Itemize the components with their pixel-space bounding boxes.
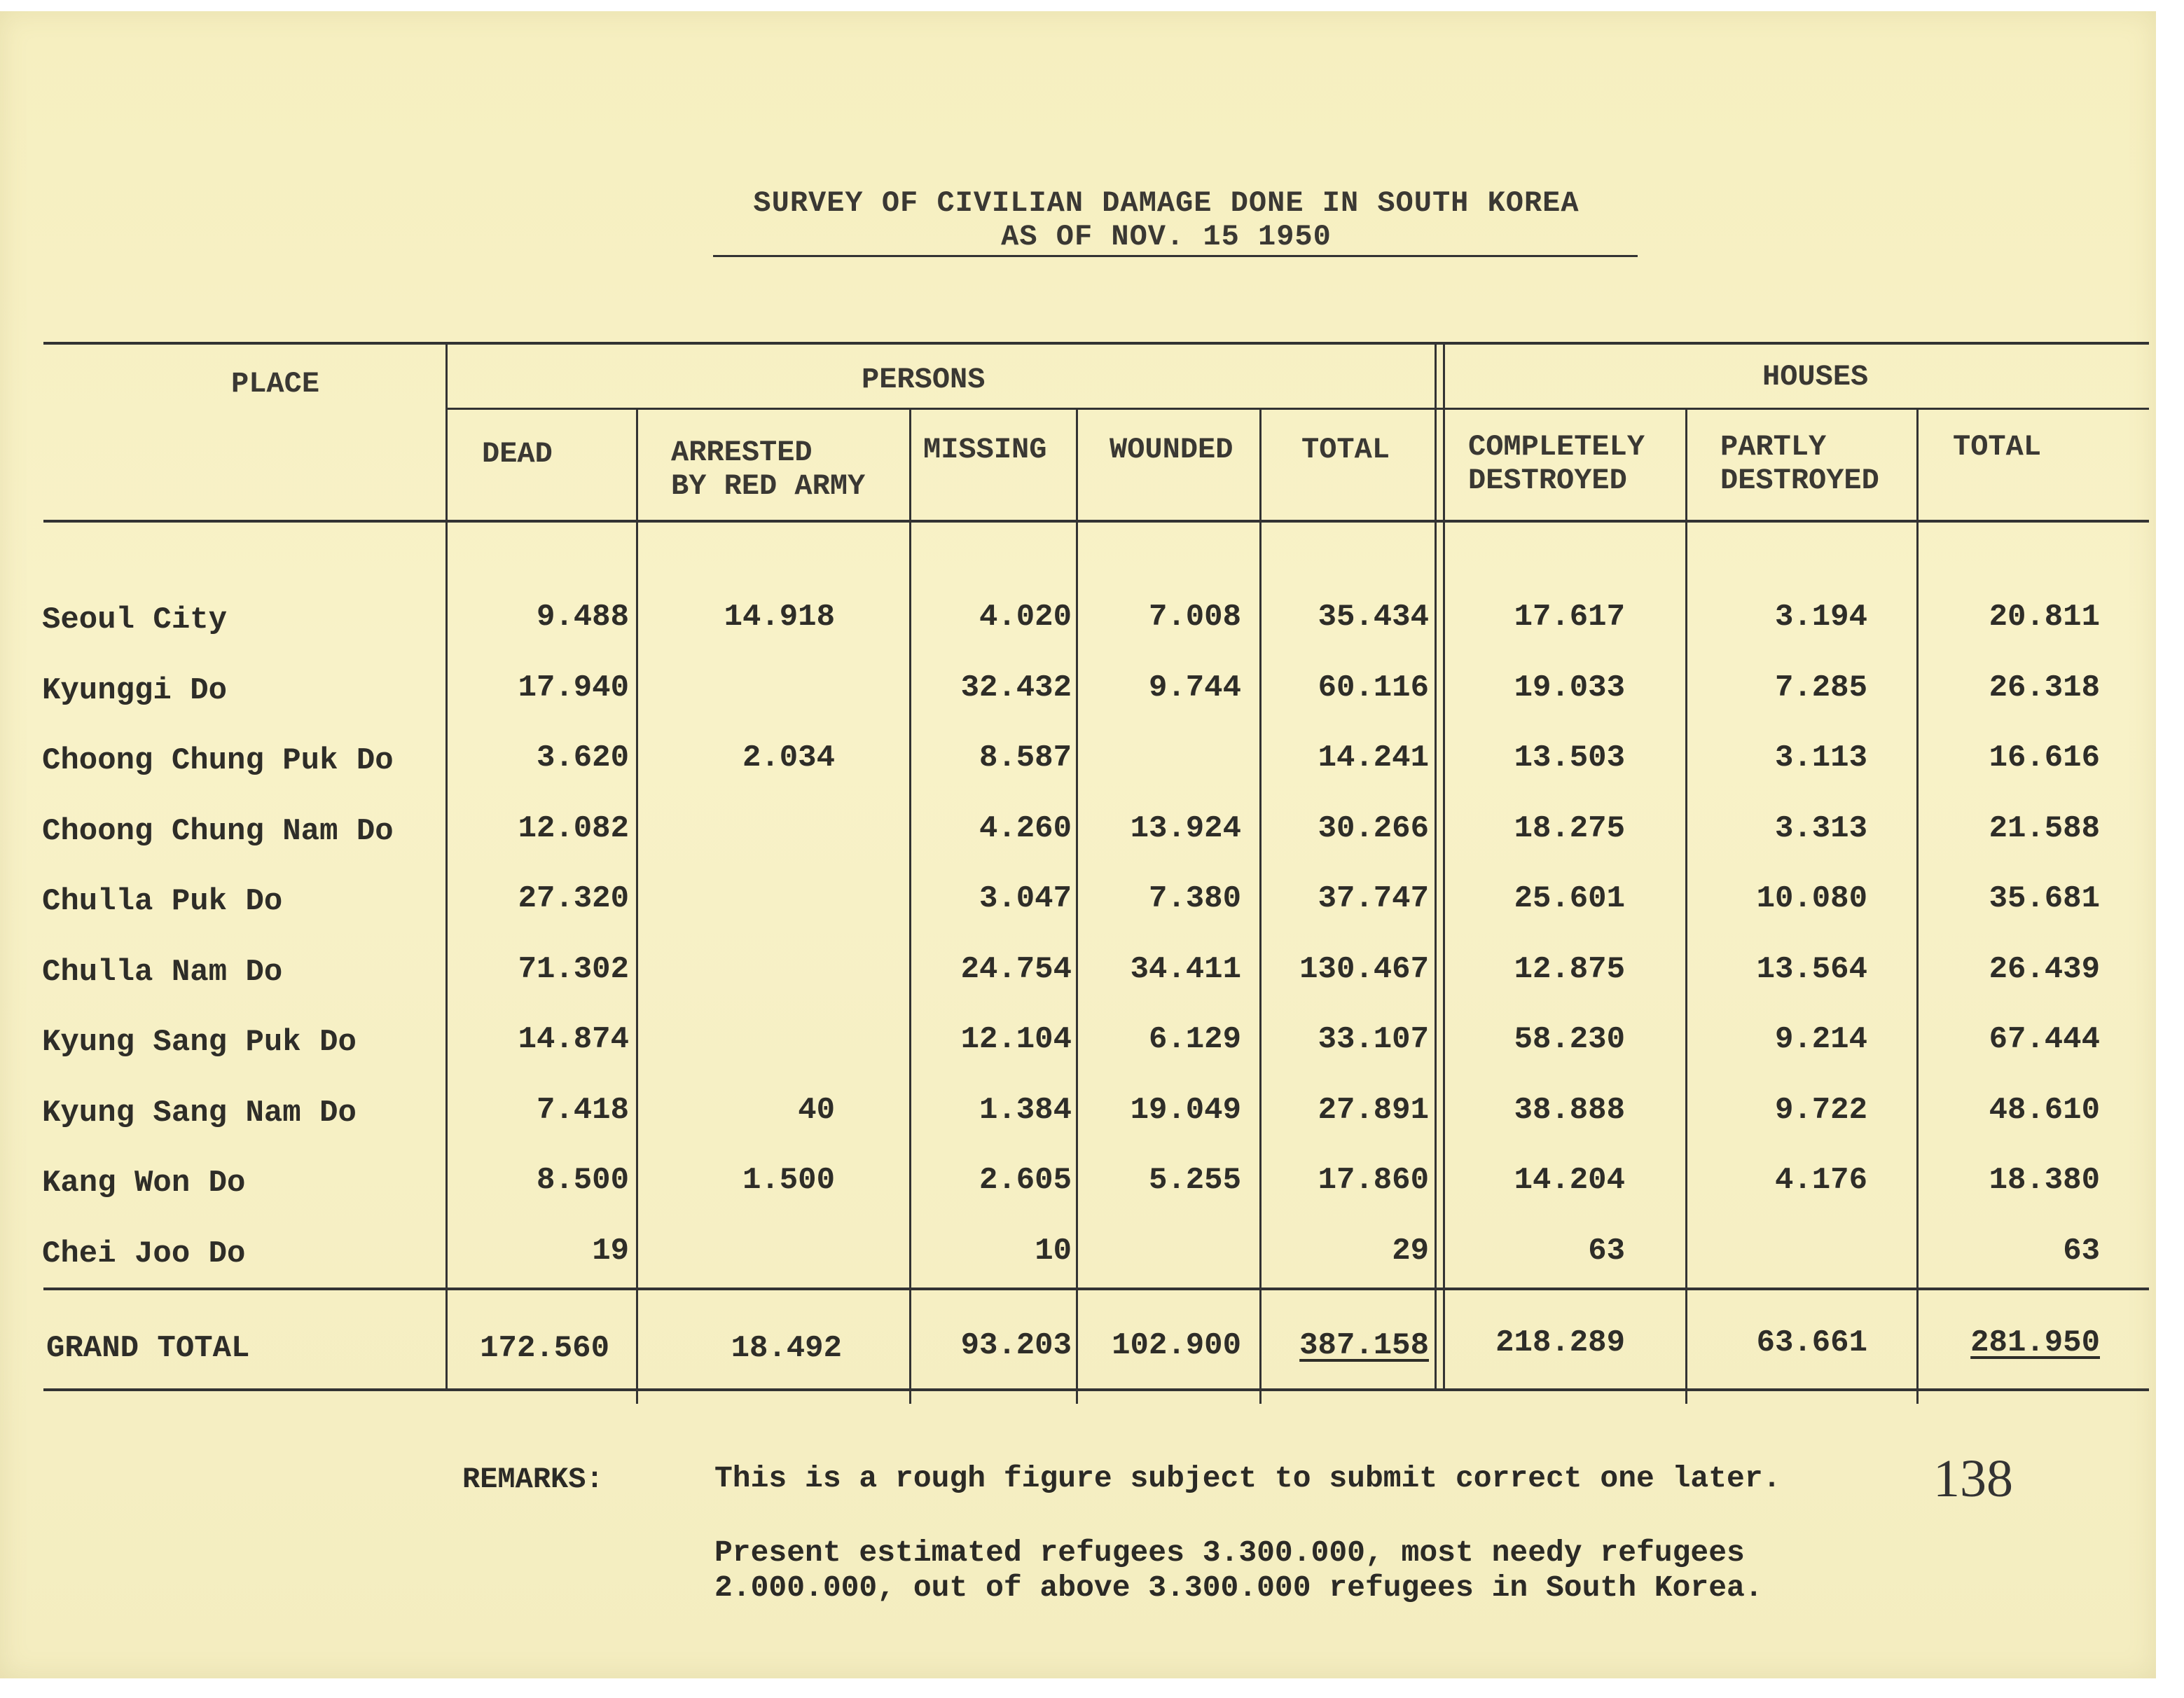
- row-cell-houses-total: 26.318: [1989, 670, 2100, 705]
- row-cell-total: 33.107: [1318, 1022, 1429, 1057]
- row-cell-dead: 27.320: [518, 881, 629, 916]
- row-cell-arrested: 2.034: [742, 740, 835, 775]
- grand-total-dead: 172.560: [480, 1331, 609, 1366]
- row-cell-completely: 14.204: [1514, 1163, 1625, 1198]
- row-cell-completely: 38.888: [1514, 1093, 1625, 1128]
- row-cell-arrested: 14.918: [724, 600, 835, 635]
- row-cell-dead: 19: [592, 1234, 629, 1269]
- remarks-line-1: This is a rough figure subject to submit correct one later.: [714, 1461, 1781, 1496]
- column-rule-place: [445, 343, 448, 1390]
- row-place: Kang Won Do: [42, 1166, 246, 1201]
- row-cell-wounded: 34.411: [1130, 952, 1241, 987]
- row-cell-houses-total: 63: [2063, 1234, 2100, 1269]
- row-cell-completely: 63: [1588, 1234, 1625, 1269]
- row-cell-partly: 3.113: [1774, 740, 1867, 775]
- table-bottom-rule: [43, 1388, 2149, 1391]
- row-cell-completely: 18.275: [1514, 811, 1625, 846]
- row-cell-houses-total: 35.681: [1989, 881, 2100, 916]
- row-cell-partly: 3.313: [1774, 811, 1867, 846]
- row-cell-arrested: 40: [798, 1093, 835, 1128]
- row-cell-houses-total: 21.588: [1989, 811, 2100, 846]
- grand-total-arrested: 18.492: [731, 1331, 842, 1366]
- row-cell-partly: 10.080: [1756, 881, 1867, 916]
- row-cell-missing: 4.260: [979, 811, 1072, 846]
- header-bottom-rule: [43, 520, 2149, 523]
- row-cell-total: 60.116: [1318, 670, 1429, 705]
- remarks-line-3: 2.000.000, out of above 3.300.000 refugees in South Korea.: [714, 1571, 1763, 1605]
- title-underline: [713, 255, 1638, 257]
- column-rule-completely: [1685, 409, 1687, 1404]
- column-rule-partly: [1916, 409, 1919, 1404]
- document-page: [0, 11, 2156, 1678]
- row-cell-missing: 12.104: [960, 1022, 1072, 1057]
- row-cell-missing: 32.432: [960, 670, 1072, 705]
- header-persons: PERSONS: [862, 363, 986, 396]
- row-place: Kyung Sang Puk Do: [42, 1025, 357, 1060]
- row-cell-partly: 9.214: [1774, 1022, 1867, 1057]
- row-cell-houses-total: 18.380: [1989, 1163, 2100, 1198]
- document-subtitle-date: AS OF NOV. 15 1950: [1001, 220, 1332, 254]
- row-cell-total: 30.266: [1318, 811, 1429, 846]
- header-missing: MISSING: [923, 433, 1047, 467]
- row-cell-arrested: 1.500: [742, 1163, 835, 1198]
- row-cell-houses-total: 16.616: [1989, 740, 2100, 775]
- row-cell-wounded: 6.129: [1148, 1022, 1241, 1057]
- row-cell-dead: 3.620: [536, 740, 629, 775]
- grand-total-completely: 218.289: [1495, 1325, 1625, 1360]
- row-place: Chei Joo Do: [42, 1236, 246, 1271]
- header-houses: HOUSES: [1762, 360, 1869, 394]
- header-arrested: ARRESTED BY RED ARMY: [671, 436, 866, 503]
- row-place: Kyunggi Do: [42, 673, 228, 708]
- row-cell-dead: 8.500: [536, 1163, 629, 1198]
- row-cell-houses-total: 48.610: [1989, 1093, 2100, 1128]
- row-cell-total: 27.891: [1318, 1093, 1429, 1128]
- row-cell-missing: 3.047: [979, 881, 1072, 916]
- row-cell-wounded: 19.049: [1130, 1093, 1241, 1128]
- column-rule-dead: [636, 409, 638, 1404]
- remarks-label: REMARKS:: [462, 1463, 604, 1496]
- remarks-line-2: Present estimated refugees 3.300.000, most needy refugees: [714, 1535, 1745, 1570]
- row-cell-partly: 7.285: [1774, 670, 1867, 705]
- row-cell-missing: 4.020: [979, 600, 1072, 635]
- row-cell-wounded: 13.924: [1130, 811, 1241, 846]
- grand-total-missing: 93.203: [960, 1328, 1072, 1363]
- row-cell-completely: 13.503: [1514, 740, 1625, 775]
- grand-total-partly: 63.661: [1756, 1325, 1867, 1360]
- row-cell-completely: 19.033: [1514, 670, 1625, 705]
- row-cell-completely: 12.875: [1514, 952, 1625, 987]
- row-cell-total: 35.434: [1318, 600, 1429, 635]
- row-cell-partly: 4.176: [1774, 1163, 1867, 1198]
- page-number: 138: [1933, 1449, 2013, 1508]
- document-title: SURVEY OF CIVILIAN DAMAGE DONE IN SOUTH KOREA: [753, 186, 1580, 220]
- row-cell-wounded: 7.008: [1148, 600, 1241, 635]
- row-cell-partly: 9.722: [1774, 1093, 1867, 1128]
- row-cell-missing: 2.605: [979, 1163, 1072, 1198]
- row-cell-dead: 14.874: [518, 1022, 629, 1057]
- column-rule-arrested: [909, 409, 911, 1404]
- row-cell-total: 14.241: [1318, 740, 1429, 775]
- header-wounded: WOUNDED: [1110, 433, 1233, 467]
- row-place: Kyung Sang Nam Do: [42, 1096, 357, 1131]
- column-rule-missing: [1076, 409, 1078, 1404]
- row-cell-dead: 12.082: [518, 811, 629, 846]
- header-group-rule: [445, 408, 2149, 410]
- header-place: PLACE: [231, 367, 320, 401]
- table-top-rule: [43, 342, 2149, 345]
- row-cell-wounded: 7.380: [1148, 881, 1241, 916]
- header-persons-total: TOTAL: [1301, 433, 1390, 467]
- column-rule-persons-houses-a: [1435, 343, 1437, 1390]
- row-cell-dead: 71.302: [518, 952, 629, 987]
- grand-total-top-rule: [43, 1288, 2149, 1290]
- row-cell-total: 37.747: [1318, 881, 1429, 916]
- row-cell-wounded: 5.255: [1148, 1163, 1241, 1198]
- row-cell-houses-total: 20.811: [1989, 600, 2100, 635]
- row-place: Chulla Nam Do: [42, 955, 283, 990]
- row-cell-total: 17.860: [1318, 1163, 1429, 1198]
- header-houses-total: TOTAL: [1953, 430, 2042, 464]
- grand-total-wounded: 102.900: [1112, 1328, 1241, 1363]
- row-cell-completely: 25.601: [1514, 881, 1625, 916]
- row-cell-houses-total: 67.444: [1989, 1022, 2100, 1057]
- row-place: Choong Chung Nam Do: [42, 814, 394, 849]
- row-cell-missing: 24.754: [960, 952, 1072, 987]
- header-partly-destroyed: PARTLY DESTROYED: [1720, 430, 1879, 497]
- row-cell-total: 29: [1392, 1234, 1429, 1269]
- header-completely-destroyed: COMPLETELY DESTROYED: [1468, 430, 1645, 497]
- row-cell-dead: 9.488: [536, 600, 629, 635]
- row-cell-completely: 58.230: [1514, 1022, 1625, 1057]
- row-cell-partly: 3.194: [1774, 600, 1867, 635]
- row-cell-houses-total: 26.439: [1989, 952, 2100, 987]
- grand-total-label: GRAND TOTAL: [46, 1331, 250, 1366]
- row-cell-missing: 1.384: [979, 1093, 1072, 1128]
- row-cell-dead: 17.940: [518, 670, 629, 705]
- row-cell-wounded: 9.744: [1148, 670, 1241, 705]
- row-cell-dead: 7.418: [536, 1093, 629, 1128]
- row-place: Seoul City: [42, 602, 228, 637]
- header-dead: DEAD: [482, 437, 553, 471]
- row-cell-missing: 10: [1035, 1234, 1072, 1269]
- row-place: Choong Chung Puk Do: [42, 743, 394, 778]
- column-rule-wounded: [1259, 409, 1262, 1404]
- row-cell-total: 130.467: [1299, 952, 1429, 987]
- row-cell-completely: 17.617: [1514, 600, 1625, 635]
- row-cell-partly: 13.564: [1756, 952, 1867, 987]
- grand-total-persons-total: 387.158: [1299, 1328, 1429, 1363]
- column-rule-persons-houses-b: [1443, 343, 1445, 1390]
- row-place: Chulla Puk Do: [42, 884, 283, 919]
- grand-total-houses-total: 281.950: [1970, 1325, 2100, 1360]
- row-cell-missing: 8.587: [979, 740, 1072, 775]
